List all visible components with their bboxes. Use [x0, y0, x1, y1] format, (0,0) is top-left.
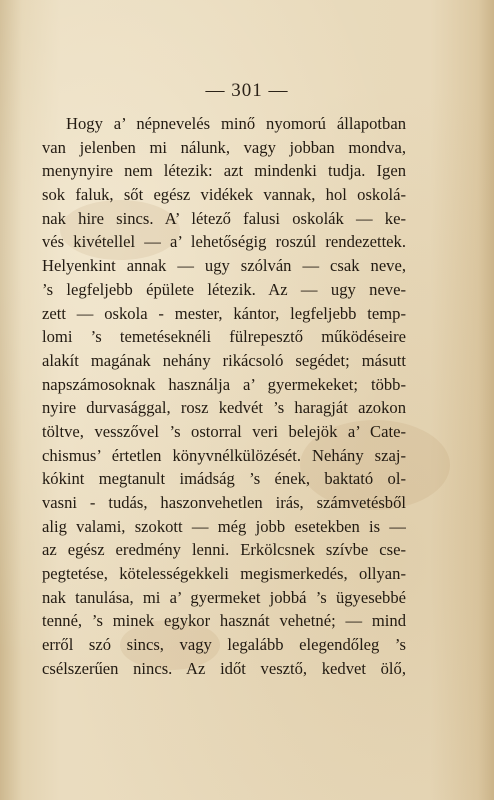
- text-line: ’s legfeljebb épülete létezik. Az — ugy neve-: [42, 279, 406, 299]
- page-number: — 301 —: [205, 80, 289, 101]
- text-line: az egész eredmény lenni. Erkölcsnek szívbe cse-: [42, 540, 406, 560]
- text-line: pegtetése, kötelességekkeli megismerkedés, ollyan-: [42, 564, 406, 584]
- text-line: tenné, ’s minek egykor hasznát vehetné; — mind: [42, 611, 406, 631]
- text-line: kókint megtanult imádság ’s ének, baktató ol-: [42, 469, 406, 489]
- body-text: [42, 112, 406, 681]
- text-line: csélszerűen nincs. Az időt vesztő, kedvet ölő,: [42, 658, 406, 678]
- text-line: van jelenben mi nálunk, vagy jobban mondva,: [42, 137, 406, 157]
- text-line: Hogy a’ népnevelés minő nyomorú állapotban: [66, 114, 406, 133]
- text-line: alig valami, szokott — még jobb esetekben is —: [42, 516, 406, 536]
- text-line: nak hire sincs. A’ létező falusi oskolák — ke-: [42, 208, 406, 228]
- text-line: töltve, vesszővel ’s ostorral veri belejök a’ Cate-: [42, 421, 406, 441]
- text-line: lomi ’s temetéseknéli fülrepesztő működéseire: [42, 327, 406, 347]
- text-line: Helyenkint annak — ugy szólván — csak neve,: [42, 256, 406, 276]
- text-line: erről szó sincs, vagy legalább elegendőleg ’s: [42, 635, 406, 655]
- text-line: vés kivétellel — a’ lehetőségig roszúl rendezettek.: [42, 232, 406, 252]
- text-line: chismus’ értetlen könyvnélkülözését. Nehány szaj-: [42, 445, 406, 465]
- text-line: alakít magának nehány rikácsoló segédet; másutt: [42, 350, 406, 370]
- text-line: nak tanulása, mi a’ gyermeket jobbá ’s ügyesebbé: [42, 587, 406, 607]
- text-line: nyire durvasággal, rosz kedvét ’s haragját azokon: [42, 398, 406, 418]
- text-line: sok faluk, sőt egész vidékek vannak, hol oskolá-: [42, 185, 406, 205]
- text-line: napszámosoknak használja a’ gyermekeket; több-: [42, 374, 406, 394]
- text-line: zett — oskola - mester, kántor, legfeljebb temp-: [42, 303, 406, 323]
- text-line: vasni - tudás, haszonvehetlen irás, számvetésből: [42, 493, 406, 512]
- text-line: menynyire nem létezik: azt mindenki tudja. Igen: [42, 161, 406, 181]
